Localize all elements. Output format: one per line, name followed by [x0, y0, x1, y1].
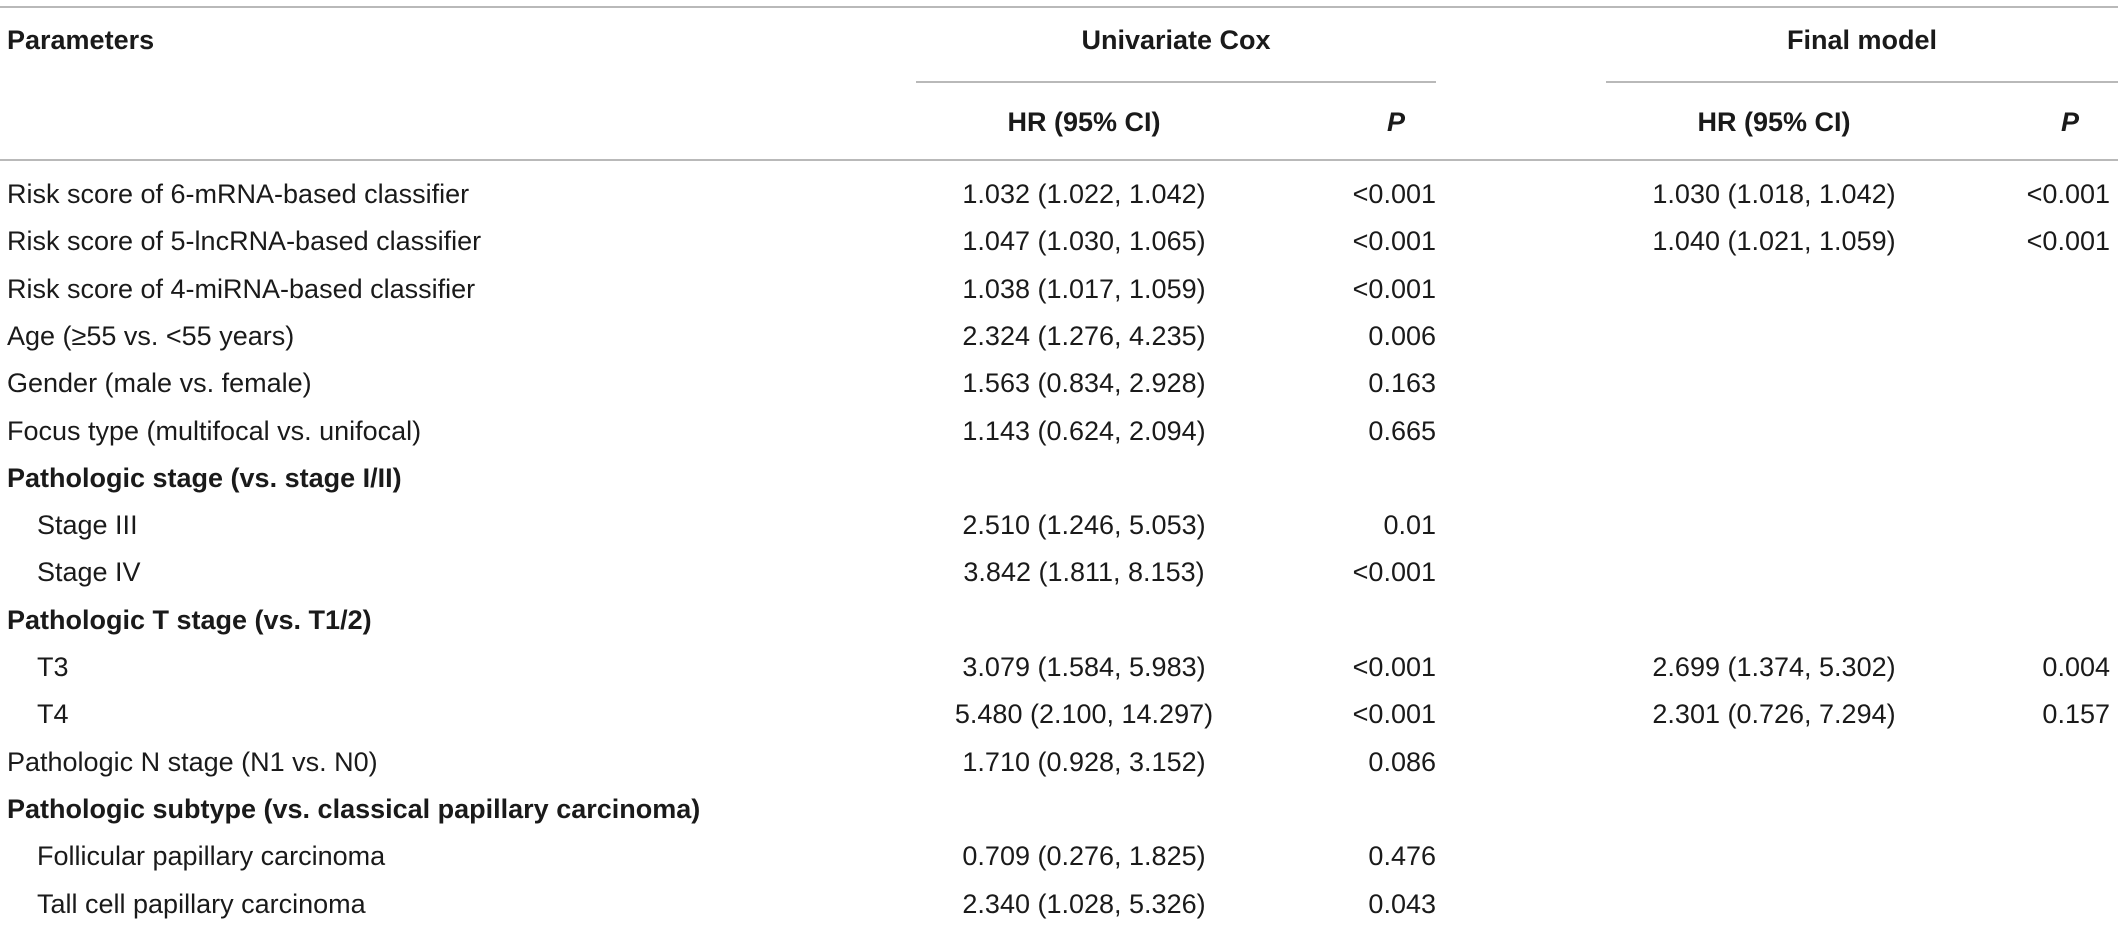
- univariate-p-cell: <0.001: [1352, 226, 1436, 256]
- row-label: Focus type (multifocal vs. unifocal): [7, 416, 422, 446]
- row-label: Risk score of 6-mRNA-based classifier: [7, 179, 470, 209]
- row-label: Pathologic T stage (vs. T1/2): [7, 605, 372, 635]
- univariate-p-cell: 0.163: [1368, 368, 1436, 398]
- final-p-cell: <0.001: [2026, 179, 2110, 209]
- univariate-hr-cell: 0.709 (0.276, 1.825): [962, 841, 1206, 871]
- header-parameters: Parameters: [7, 25, 155, 55]
- final-p-cell: <0.001: [2026, 226, 2110, 256]
- univariate-hr-cell: 1.032 (1.022, 1.042): [962, 179, 1206, 209]
- row-label: Pathologic N stage (N1 vs. N0): [7, 747, 378, 777]
- univariate-underline: [916, 81, 1436, 83]
- univariate-p-cell: 0.665: [1368, 416, 1436, 446]
- row-label: Follicular papillary carcinoma: [37, 841, 386, 871]
- univariate-hr-cell: 3.079 (1.584, 5.983): [962, 652, 1206, 682]
- row-label: Stage IV: [37, 557, 141, 587]
- univariate-p-cell: <0.001: [1352, 652, 1436, 682]
- final-hr-cell: 2.301 (0.726, 7.294): [1652, 699, 1896, 729]
- univariate-p-cell: <0.001: [1352, 557, 1436, 587]
- univariate-hr-cell: 1.710 (0.928, 3.152): [962, 747, 1206, 777]
- row-label: Pathologic stage (vs. stage I/II): [7, 463, 402, 493]
- row-label: Pathologic subtype (vs. classical papillary carcinoma): [7, 794, 701, 824]
- univariate-p-cell: 0.476: [1368, 841, 1436, 871]
- univariate-hr-cell: 1.563 (0.834, 2.928): [962, 368, 1206, 398]
- univariate-p-cell: 0.006: [1368, 321, 1436, 351]
- univariate-hr-cell: 1.143 (0.624, 2.094): [962, 416, 1206, 446]
- final-hr-cell: 2.699 (1.374, 5.302): [1652, 652, 1896, 682]
- top-rule: [0, 6, 2118, 8]
- header-fin-hr: HR (95% CI): [1697, 107, 1851, 137]
- row-label: Risk score of 5-lncRNA-based classifier: [7, 226, 482, 256]
- final-hr-cell: 1.040 (1.021, 1.059): [1652, 226, 1896, 256]
- header-uni-hr: HR (95% CI): [1007, 107, 1161, 137]
- univariate-p-cell: <0.001: [1352, 274, 1436, 304]
- final-p-cell: 0.157: [2042, 699, 2110, 729]
- univariate-hr-cell: 5.480 (2.100, 14.297): [954, 699, 1214, 729]
- header-fin-p: P: [2060, 107, 2079, 137]
- row-label: T3: [37, 652, 69, 682]
- univariate-p-cell: 0.01: [1383, 510, 1436, 540]
- header-bottom-rule: [0, 159, 2118, 161]
- final-model-underline: [1606, 81, 2118, 83]
- final-hr-cell: 1.030 (1.018, 1.042): [1652, 179, 1896, 209]
- row-label: Tall cell papillary carcinoma: [37, 889, 366, 919]
- header-univariate-cox: Univariate Cox: [1081, 25, 1271, 55]
- univariate-hr-cell: 3.842 (1.811, 8.153): [963, 557, 1205, 587]
- univariate-hr-cell: 2.340 (1.028, 5.326): [962, 889, 1206, 919]
- row-label: Stage III: [37, 510, 138, 540]
- univariate-hr-cell: 1.038 (1.017, 1.059): [962, 274, 1206, 304]
- univariate-p-cell: 0.043: [1368, 889, 1436, 919]
- final-p-cell: 0.004: [2042, 652, 2110, 682]
- univariate-p-cell: 0.086: [1368, 747, 1436, 777]
- univariate-hr-cell: 1.047 (1.030, 1.065): [962, 226, 1206, 256]
- univariate-hr-cell: 2.510 (1.246, 5.053): [962, 510, 1206, 540]
- univariate-p-cell: <0.001: [1352, 179, 1436, 209]
- row-label: Gender (male vs. female): [7, 368, 312, 398]
- header-final-model: Final model: [1786, 25, 1938, 55]
- header-uni-p: P: [1386, 107, 1405, 137]
- univariate-hr-cell: 2.324 (1.276, 4.235): [962, 321, 1206, 351]
- row-label: Risk score of 4-miRNA-based classifier: [7, 274, 476, 304]
- univariate-p-cell: <0.001: [1352, 699, 1436, 729]
- row-label: Age (≥55 vs. <55 years): [7, 321, 295, 351]
- row-label: T4: [37, 699, 69, 729]
